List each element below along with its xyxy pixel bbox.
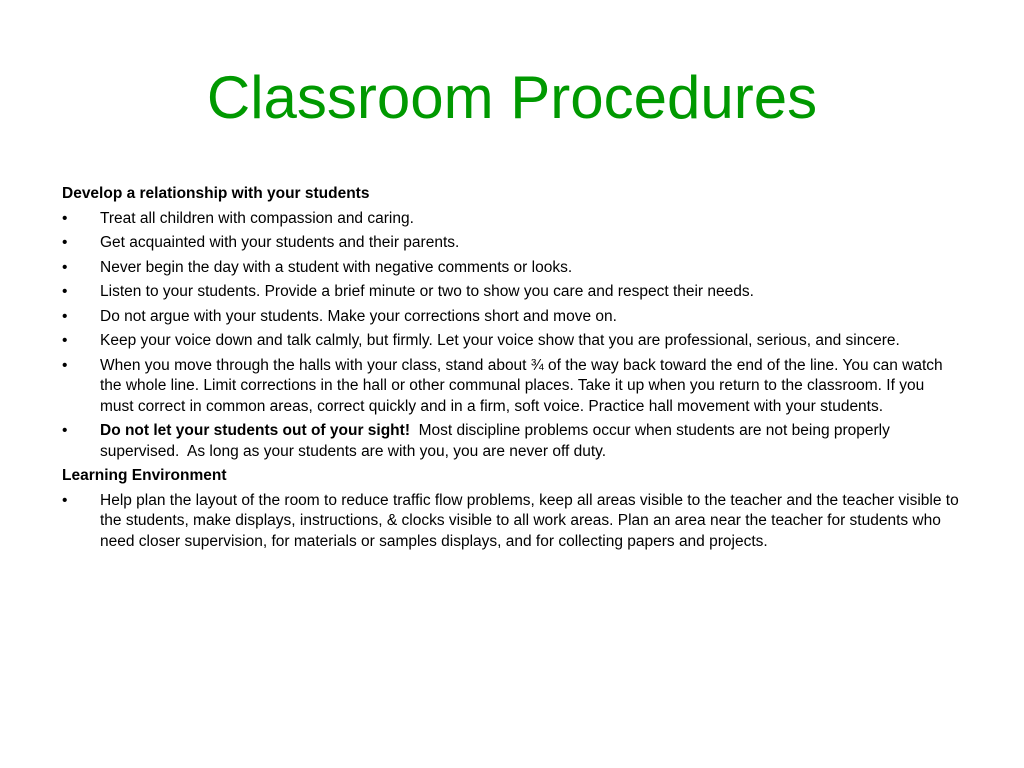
slide-content [62, 184, 962, 556]
list-item-text: Help plan the layout of the room to reduce traffic flow problems, keep all areas visible to the teacher and the teacher visible to the students, make displays, instructions, & clocks visible to all work areas. Plan an area near the teacher for students who need closer supervision, for materials or samples displays, and for collecting papers and projects. [100, 491, 959, 550]
bullet-list-learning-environment [62, 491, 962, 553]
bullet-list-relationship [62, 209, 962, 463]
list-item [62, 282, 962, 303]
list-item [62, 233, 962, 254]
list-item-text: Listen to your students. Provide a brief minute or two to show you care and respect their needs. [100, 283, 754, 300]
list-item [62, 307, 962, 328]
bullet-icon: • [62, 283, 68, 300]
list-item-text: When you move through the halls with your class, stand about ¾ of the way back toward the end of the line. You can watch the whole line. Limit corrections in the hall or other communal places. Take it up when you return to the classroom. If you must correct in common areas, correct quickly and in a firm, soft voice. Practice hall movement with your students. [100, 356, 943, 415]
bullet-icon: • [62, 234, 68, 251]
bullet-icon: • [62, 491, 68, 509]
list-item-text: Do not argue with your students. Make your corrections short and move on. [100, 307, 617, 325]
list-item-text: Most discipline problems occur when students are not being properly supervised. As long as your students are with you, you are never off duty. [100, 422, 895, 460]
bullet-icon: • [62, 356, 68, 374]
list-item-text: Never begin the day with a student with negative comments or looks. [100, 258, 573, 276]
bullet-icon: • [62, 258, 68, 276]
bullet-icon: • [62, 422, 68, 439]
list-item [62, 491, 962, 553]
section-heading-learning-environment: Learning Environment [62, 467, 227, 484]
bullet-icon: • [62, 332, 68, 349]
list-item [62, 209, 962, 230]
slide-title: Classroom Procedures [206, 64, 818, 131]
emphasis-text: Do not let your students out of your sight! [100, 422, 410, 439]
list-item [62, 331, 962, 352]
list-item-emphasis [62, 421, 962, 462]
list-item [62, 258, 962, 279]
list-item-text: Get acquainted with your students and their parents. [100, 234, 460, 251]
section-heading-relationship: Develop a relationship with your students [62, 185, 370, 202]
list-item-text: Treat all children with compassion and caring. [100, 209, 414, 227]
list-item-text: Keep your voice down and talk calmly, but firmly. Let your voice show that you are professional, serious, and sincere. [100, 332, 900, 349]
list-item [62, 356, 962, 418]
bullet-icon: • [62, 307, 68, 325]
bullet-icon: • [62, 209, 68, 227]
